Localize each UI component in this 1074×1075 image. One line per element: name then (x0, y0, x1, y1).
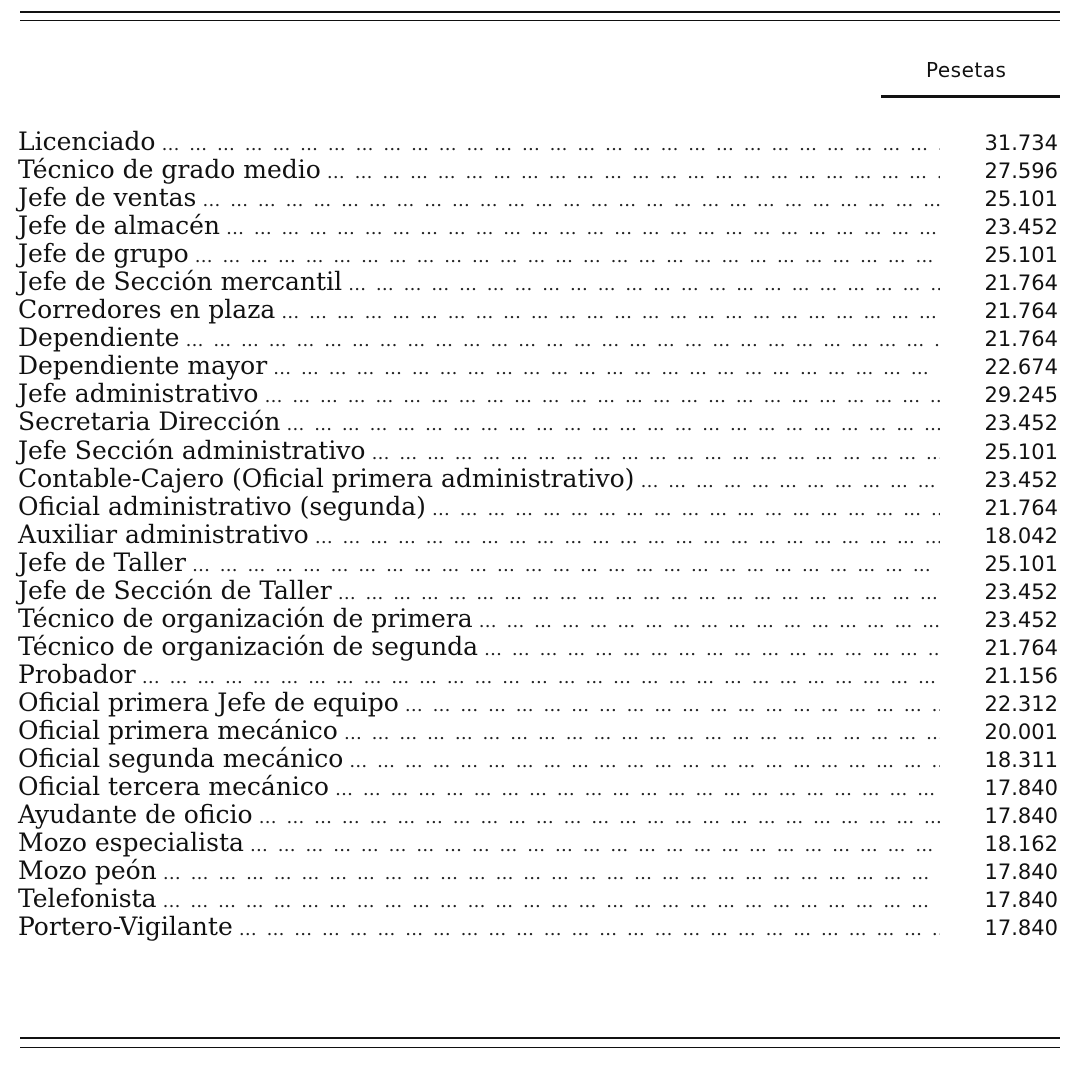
row-label: Oficial administrativo (segunda) (18, 491, 426, 521)
dot-leader (264, 383, 940, 411)
dot-leader (327, 159, 940, 187)
dot-leader (163, 888, 940, 916)
row-value: 25.101 (984, 243, 1058, 268)
dot-leader (259, 804, 940, 832)
dot-leader (479, 608, 940, 636)
pesetas-header-underline (881, 95, 1060, 98)
row-label: Mozo peón (18, 856, 157, 886)
dot-leader (250, 832, 940, 860)
row-label: Dependiente (18, 323, 180, 353)
table-row (18, 633, 1058, 661)
table-row (18, 801, 1058, 829)
row-label: Jefe de Sección mercantil (18, 267, 343, 297)
row-value: 17.840 (984, 916, 1058, 941)
table-row (18, 352, 1058, 380)
salary-table (18, 128, 1058, 941)
row-value: 21.764 (984, 299, 1058, 324)
row-label: Jefe de Taller (18, 547, 186, 577)
top-rule-2 (20, 20, 1060, 21)
dot-leader (640, 468, 940, 496)
table-row (18, 212, 1058, 240)
table-row (18, 885, 1058, 913)
row-label: Oficial primera mecánico (18, 715, 338, 745)
row-label: Secretaria Dirección (18, 407, 281, 437)
table-row (18, 773, 1058, 801)
row-value: 27.596 (984, 159, 1058, 184)
row-label: Técnico de grado medio (18, 155, 321, 185)
row-value: 18.162 (984, 832, 1058, 857)
table-row (18, 521, 1058, 549)
row-label: Técnico de organización de primera (18, 603, 473, 633)
row-value: 17.840 (984, 776, 1058, 801)
row-label: Oficial tercera mecánico (18, 772, 329, 802)
bottom-rule-2 (20, 1047, 1060, 1048)
table-row (18, 184, 1058, 212)
row-value: 21.156 (984, 663, 1058, 688)
dot-leader (315, 524, 940, 552)
table-row (18, 913, 1058, 941)
row-label: Contable-Cajero (Oficial primera administrativo) (18, 463, 635, 493)
row-value: 21.764 (984, 495, 1058, 520)
table-row (18, 408, 1058, 436)
row-value: 23.452 (984, 467, 1058, 492)
table-row (18, 577, 1058, 605)
table-row (18, 829, 1058, 857)
dot-leader (202, 187, 940, 215)
row-label: Telefonista (18, 884, 157, 914)
dot-leader (281, 299, 940, 327)
row-label: Jefe administrativo (18, 379, 259, 409)
row-value: 18.311 (984, 748, 1058, 773)
table-row (18, 661, 1058, 689)
table-row (18, 549, 1058, 577)
row-value: 21.764 (984, 635, 1058, 660)
table-row (18, 689, 1058, 717)
row-label: Jefe de ventas (18, 183, 197, 213)
row-label: Corredores en plaza (18, 295, 276, 325)
dot-leader (344, 720, 940, 748)
table-row (18, 128, 1058, 156)
row-label: Oficial segunda mecánico (18, 744, 344, 774)
row-value: 25.101 (984, 551, 1058, 576)
row-value: 31.734 (984, 131, 1058, 155)
dot-leader (484, 636, 940, 664)
table-row (18, 745, 1058, 773)
table-row (18, 493, 1058, 521)
row-value: 17.840 (984, 888, 1058, 913)
dot-leader (348, 271, 940, 299)
dot-leader (273, 355, 940, 383)
row-value: 21.764 (984, 327, 1058, 352)
dot-leader (432, 496, 940, 524)
row-value: 17.840 (984, 804, 1058, 829)
table-row (18, 324, 1058, 352)
dot-leader (226, 215, 940, 243)
table-row (18, 268, 1058, 296)
row-value: 23.452 (984, 215, 1058, 240)
row-value: 22.674 (984, 355, 1058, 380)
row-value: 23.452 (984, 411, 1058, 436)
dot-leader (349, 748, 940, 776)
row-value: 29.245 (984, 383, 1058, 408)
row-label: Probador (18, 659, 136, 689)
dot-leader (286, 411, 940, 439)
row-value: 23.452 (984, 607, 1058, 632)
row-label: Auxiliar administrativo (18, 519, 309, 549)
dot-leader (185, 327, 940, 355)
top-rule-1 (20, 11, 1060, 13)
dot-leader (335, 776, 940, 804)
table-row (18, 605, 1058, 633)
row-value: 25.101 (984, 439, 1058, 464)
row-label: Mozo especialista (18, 828, 244, 858)
row-label: Dependiente mayor (18, 351, 268, 381)
dot-leader (163, 860, 940, 888)
table-row (18, 857, 1058, 885)
table-row (18, 156, 1058, 184)
row-label: Jefe Sección administrativo (18, 435, 366, 465)
dot-leader (239, 916, 940, 944)
dot-leader (405, 692, 940, 720)
table-row (18, 437, 1058, 465)
table-row (18, 296, 1058, 324)
row-value: 18.042 (984, 523, 1058, 548)
row-label: Técnico de organización de segunda (18, 631, 479, 661)
row-value: 20.001 (984, 719, 1058, 744)
table-row (18, 717, 1058, 745)
row-value: 17.840 (984, 860, 1058, 885)
table-row (18, 240, 1058, 268)
row-label: Licenciado (18, 127, 156, 156)
row-value: 23.452 (984, 579, 1058, 604)
row-label: Jefe de almacén (18, 211, 220, 241)
row-value: 22.312 (984, 691, 1058, 716)
row-label: Portero-Vigilante (18, 912, 233, 942)
table-row (18, 465, 1058, 493)
row-label: Jefe de grupo (18, 239, 189, 269)
bottom-rule-1 (20, 1037, 1060, 1039)
row-label: Oficial primera Jefe de equipo (18, 687, 399, 717)
table-row (18, 380, 1058, 408)
pesetas-column-header: Pesetas (926, 58, 1007, 82)
row-label: Ayudante de oficio (18, 800, 253, 830)
row-value: 21.764 (984, 271, 1058, 296)
row-label: Jefe de Sección de Taller (18, 575, 332, 605)
row-value: 25.101 (984, 187, 1058, 212)
